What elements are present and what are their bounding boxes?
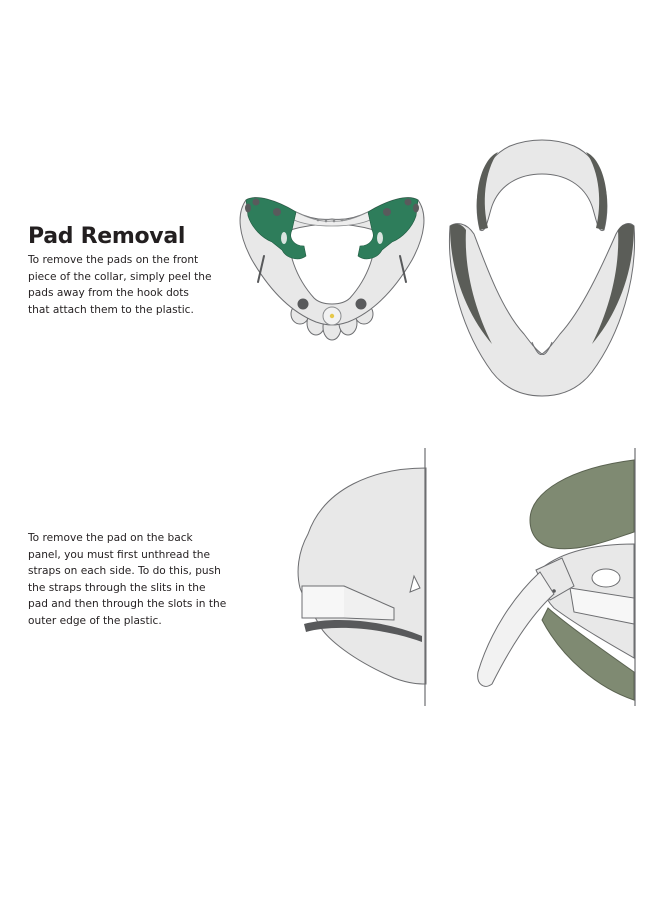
back-panel-shell: [298, 468, 426, 684]
front-frame-illustration: [444, 138, 640, 402]
front-collar-illustration: [232, 186, 432, 346]
strap-block: [302, 586, 350, 618]
section-title: Pad Removal: [28, 224, 186, 249]
back-panel-closeup-illustration: [470, 448, 640, 708]
back-pad-instructions: To remove the pad on the back panel, you must first unthread the straps on each side. To do this, push the straps through the slits in the pad and then through the slots in the outer edge of the plastic.: [28, 532, 227, 627]
back-pad-olive: [530, 460, 634, 549]
back-panel-side-illustration: [294, 448, 430, 708]
strap-left: [478, 572, 554, 686]
front-pad-instructions: To remove the pads on the front piece of the collar, simply peel the pads away from the hook dots that attach them to the plastic.: [28, 254, 212, 316]
